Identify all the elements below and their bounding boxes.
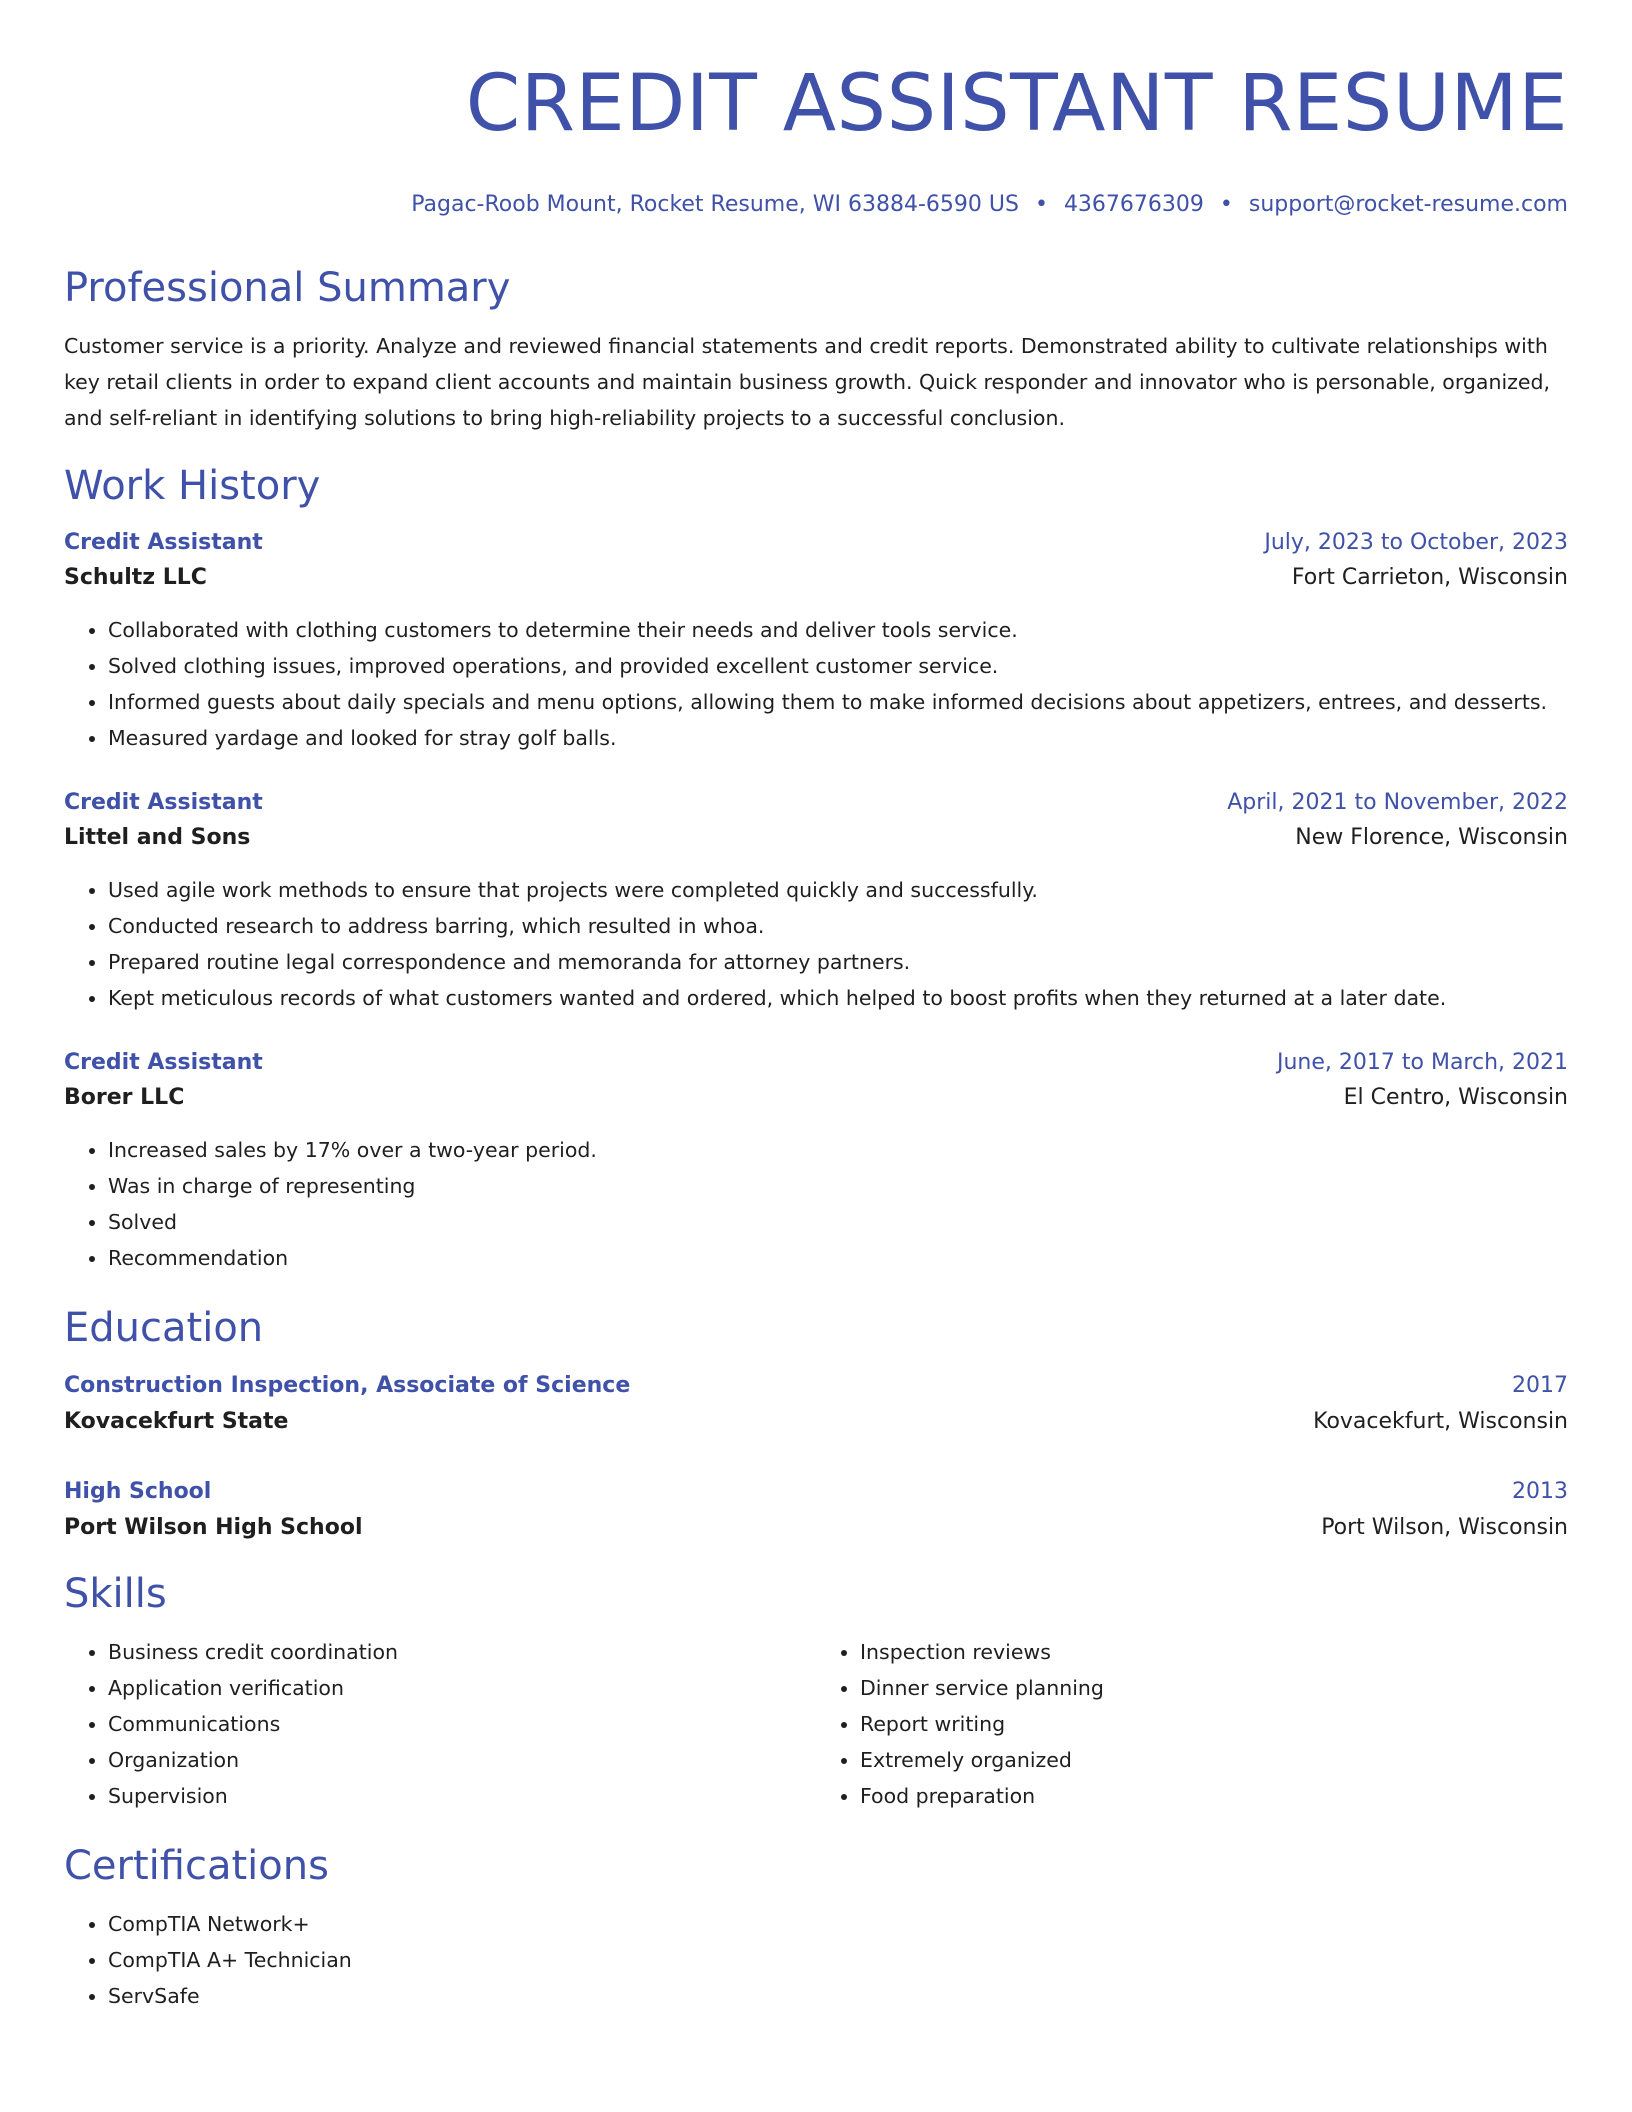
certifications-heading: Certifications — [64, 1843, 329, 1889]
job-bullet: • Kept meticulous records of what customers wanted and ordered, which helped to boost profits when they returned at a later date. — [108, 980, 1568, 1016]
education-year: 2017 — [1512, 1373, 1568, 1398]
skill-item: • Inspection reviews — [860, 1634, 1568, 1670]
job-dates: April, 2021 to November, 2022 — [1227, 790, 1568, 815]
education-location: Kovacekfurt, Wisconsin — [1313, 1409, 1568, 1434]
summary-text: Customer service is a priority. Analyze and reviewed financial statements and credit reports. Demonstrated ability to cultivate relationships with key retail clients in order to expand client accounts and maintain business growth. Quick responder and innovator who is personable, organized, and self-reliant in identifying solutions to bring high-reliability projects to a successful conclusion. — [64, 334, 1551, 430]
contact-separator: • — [1034, 192, 1048, 217]
job-role: Credit Assistant — [64, 1050, 263, 1075]
skill-item: • Application verification — [108, 1670, 816, 1706]
job-bullet: • Solved clothing issues, improved operations, and provided excellent customer service. — [108, 648, 1568, 684]
certification-item: • CompTIA A+ Technician — [108, 1942, 1568, 1978]
summary-heading: Professional Summary — [64, 265, 511, 311]
job-bullet: • Used agile work methods to ensure that projects were completed quickly and successfully. — [108, 872, 1568, 908]
job-bullet: • Prepared routine legal correspondence and memoranda for attorney partners. — [108, 944, 1568, 980]
job-company: Littel and Sons — [64, 825, 251, 850]
certification-item: • CompTIA Network+ — [108, 1906, 1568, 1942]
education-heading: Education — [64, 1305, 264, 1351]
certification-item: • ServSafe — [108, 1978, 1568, 2014]
job-bullet: • Recommendation — [108, 1240, 1568, 1276]
skill-item: • Extremely organized — [860, 1742, 1568, 1778]
job-company: Borer LLC — [64, 1085, 185, 1110]
education-year: 2013 — [1512, 1479, 1568, 1504]
job-bullet: • Conducted research to address barring, which resulted in whoa. — [108, 908, 1568, 944]
skill-item: • Communications — [108, 1706, 816, 1742]
contact-separator: • — [1219, 192, 1233, 217]
education-degree: High School — [64, 1479, 212, 1504]
job-location: Fort Carrieton, Wisconsin — [1291, 565, 1568, 590]
job-bullet: • Was in charge of representing — [108, 1168, 1568, 1204]
certifications-list — [64, 1906, 1568, 2014]
contact-address: Pagac-Roob Mount, Rocket Resume, WI 63884-6590 US — [411, 192, 1019, 217]
resume-title: CREDIT ASSISTANT RESUME — [465, 59, 1568, 149]
job-entry — [64, 526, 1568, 756]
skills-heading: Skills — [64, 1571, 167, 1617]
skill-item: • Supervision — [108, 1778, 816, 1814]
skills-columns — [64, 1634, 1568, 1814]
summary-section — [64, 262, 1568, 436]
education-school: Kovacekfurt State — [64, 1409, 289, 1434]
job-bullets — [64, 1132, 1568, 1276]
contact-line — [64, 190, 1568, 220]
job-company: Schultz LLC — [64, 565, 207, 590]
job-bullet: • Solved — [108, 1204, 1568, 1240]
job-bullets — [64, 872, 1568, 1016]
education-location: Port Wilson, Wisconsin — [1321, 1515, 1568, 1540]
job-bullet: • Collaborated with clothing customers to determine their needs and deliver tools service. — [108, 612, 1568, 648]
contact-phone: 4367676309 — [1063, 192, 1204, 217]
contact-email: support@rocket-resume.com — [1248, 192, 1568, 217]
skills-list-right — [816, 1634, 1568, 1814]
education-entry — [64, 1368, 1568, 1440]
job-dates: June, 2017 to March, 2021 — [1277, 1050, 1568, 1075]
work-heading: Work History — [64, 463, 321, 509]
skill-item: • Organization — [108, 1742, 816, 1778]
skill-item: • Food preparation — [860, 1778, 1568, 1814]
job-entry — [64, 786, 1568, 1016]
job-bullets — [64, 612, 1568, 756]
skills-section — [64, 1568, 1568, 1814]
skill-item: • Dinner service planning — [860, 1670, 1568, 1706]
education-degree: Construction Inspection, Associate of Science — [64, 1373, 631, 1398]
work-section — [64, 460, 1568, 1276]
job-role: Credit Assistant — [64, 530, 263, 555]
job-location: New Florence, Wisconsin — [1295, 825, 1568, 850]
certifications-section — [64, 1840, 1568, 2014]
job-bullet: • Informed guests about daily specials and menu options, allowing them to make informed decisions about appetizers, entrees, and desserts. — [108, 684, 1568, 720]
job-bullet: • Measured yardage and looked for stray golf balls. — [108, 720, 1568, 756]
skill-item: • Report writing — [860, 1706, 1568, 1742]
education-section — [64, 1302, 1568, 1546]
job-bullet: • Increased sales by 17% over a two-year period. — [108, 1132, 1568, 1168]
job-dates: July, 2023 to October, 2023 — [1264, 530, 1568, 555]
skill-item: • Business credit coordination — [108, 1634, 816, 1670]
job-location: El Centro, Wisconsin — [1343, 1085, 1568, 1110]
job-role: Credit Assistant — [64, 790, 263, 815]
education-entry — [64, 1474, 1568, 1546]
job-entry — [64, 1046, 1568, 1276]
education-school: Port Wilson High School — [64, 1515, 363, 1540]
skills-list-left — [64, 1634, 816, 1814]
